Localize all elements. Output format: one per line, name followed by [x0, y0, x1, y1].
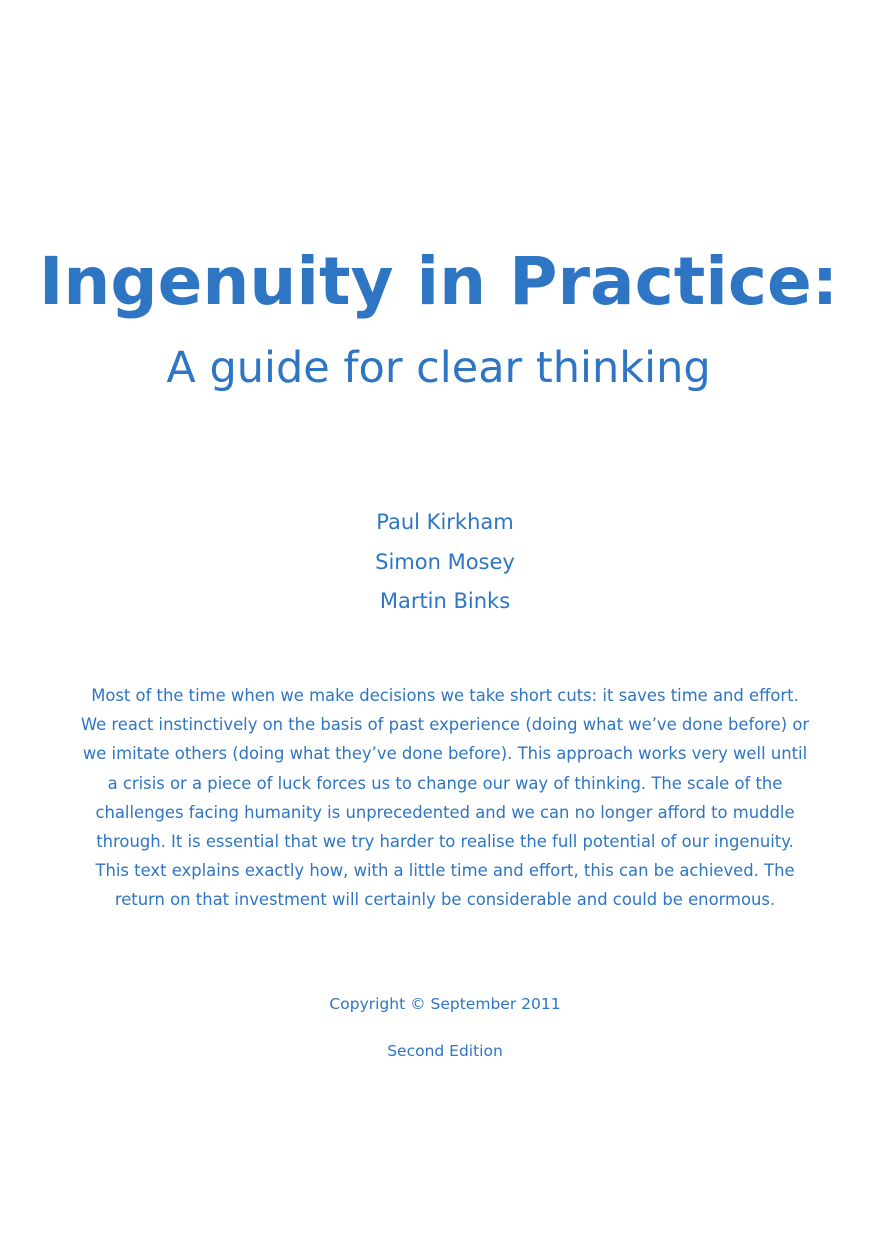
author-list [0, 503, 877, 622]
document-subtitle: A guide for clear thinking [166, 343, 711, 393]
copyright-notice: Copyright © September 2011 [329, 995, 561, 1013]
abstract-paragraph: Most of the time when we make decisions we take short cuts: it saves time and effort. We react instinctively on the basis of past experience (doing what we’ve done before) or we imitate others (doing what they’ve done before). This approach works very well until a crisis or a piece of luck forces us to change our way of thinking. The scale of the challenges facing humanity is unprecedented and we can no longer afford to muddle through. It is essential that we try harder to realise the full potential of our ingenuity. This text explains exactly how, with a little time and effort, this can be achieved. The return on that investment will certainly be considerable and could be enormous. [80, 686, 810, 910]
edition-label: Second Edition [387, 1042, 503, 1060]
document-title: Ingenuity in Practice: [38, 243, 839, 320]
author-name: Paul Kirkham [376, 510, 514, 534]
author-name: Martin Binks [379, 589, 511, 613]
author-name: Simon Mosey [375, 549, 515, 574]
